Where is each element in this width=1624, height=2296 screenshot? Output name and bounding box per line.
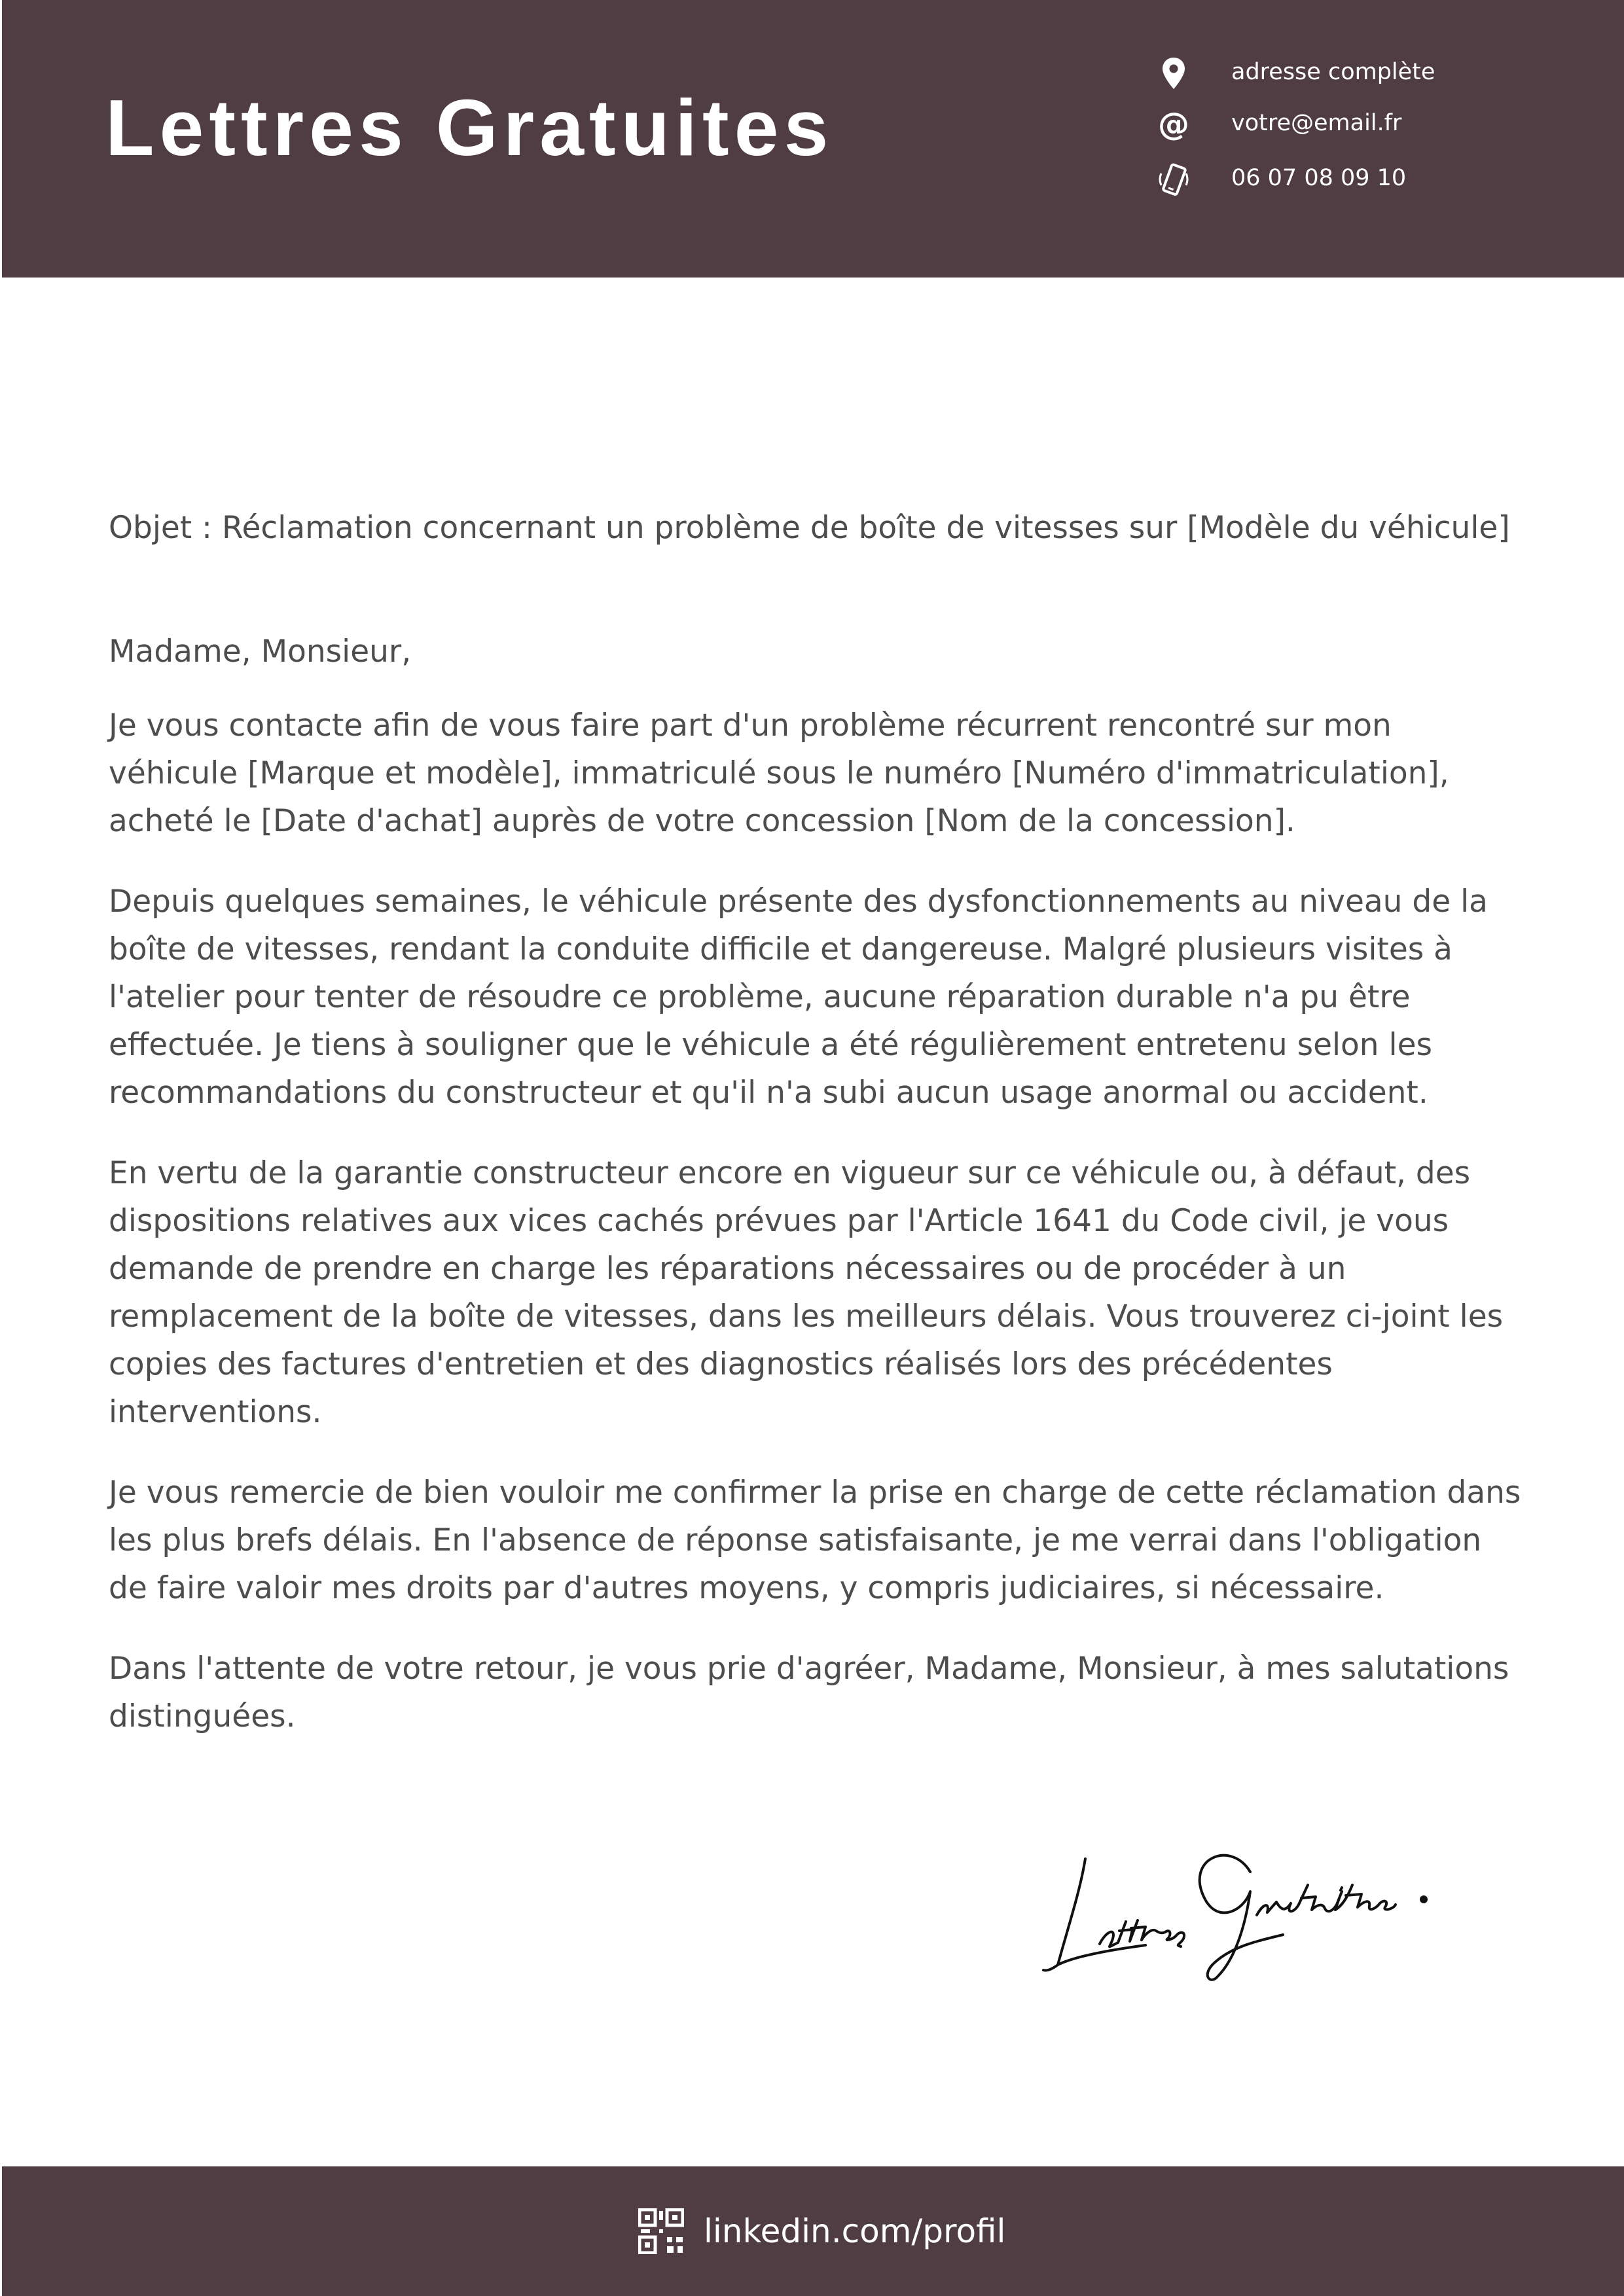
- location-pin-icon: [1154, 54, 1193, 93]
- sender-name: Lettres Gratuites: [105, 83, 834, 172]
- letter-greeting: Madame, Monsieur,: [109, 634, 412, 670]
- letter-paragraph: Je vous contacte afin de vous faire part d'un problème récurrent rencontré sur mon véhicule [Marque et modèle], immatriculé sous le numéro [Numéro d'immatriculation], acheté le [Date d'achat] auprès de votre concession [Nom de la concession].: [109, 708, 1449, 839]
- contact-address-text: adresse complète: [1231, 59, 1435, 85]
- letter-paragraph: En vertu de la garantie constructeur encore en vigueur sur ce véhicule ou, à défaut, des dispositions relatives aux vices cachés prévues par l'Article 1641 du Code civil, je vous demande de prendre en charge les réparations nécessaires ou de procéder à un remplacement de la boîte de vitesses, dans les meilleurs délais. Vous trouverez ci-joint les copies des factures d'entretien et des diagnostics réalisés lors des précédentes interventions.: [109, 1155, 1504, 1430]
- contact-phone-text: 06 07 08 09 10: [1231, 165, 1407, 191]
- letter-subject: Objet : Réclamation concernant un problème de boîte de vitesses sur [Modèle du véhicule]: [109, 510, 1510, 546]
- phone-icon: [1154, 160, 1193, 199]
- qr-code-icon: [638, 2208, 684, 2254]
- contact-email-text: votre@email.fr: [1231, 110, 1402, 136]
- header-band: [2, 0, 1624, 278]
- handwritten-signature: [1034, 1793, 1506, 1990]
- letter-paragraph: Dans l'attente de votre retour, je vous prie d'agréer, Madame, Monsieur, à mes salutations distinguées.: [109, 1651, 1509, 1734]
- letter-paragraph: Je vous remercie de bien vouloir me confirmer la prise en charge de cette réclamation dans les plus brefs délais. En l'absence de réponse satisfaisante, je me verrai dans l'obligation de faire valoir mes droits par d'autres moyens, y compris judiciaires, si nécessaire.: [109, 1475, 1521, 1606]
- letter-paragraph: Depuis quelques semaines, le véhicule présente des dysfonctionnements au niveau de la boîte de vitesses, rendant la conduite difficile et dangereuse. Malgré plusieurs visites à l'atelier pour tenter de résoudre ce problème, aucune réparation durable n'a pu être effectuée. Je tiens à souligner que le véhicule a été régulièrement entretenu selon les recommandations du constructeur et qu'il n'a subi aucun usage anormal ou accident.: [109, 884, 1488, 1111]
- linkedin-link-text: linkedin.com/profil: [704, 2212, 1006, 2250]
- letter-body: [109, 504, 1523, 1773]
- at-sign-icon: @: [1158, 106, 1189, 143]
- footer-band: [2, 2166, 1624, 2296]
- linkedin-link[interactable]: [638, 2208, 1005, 2255]
